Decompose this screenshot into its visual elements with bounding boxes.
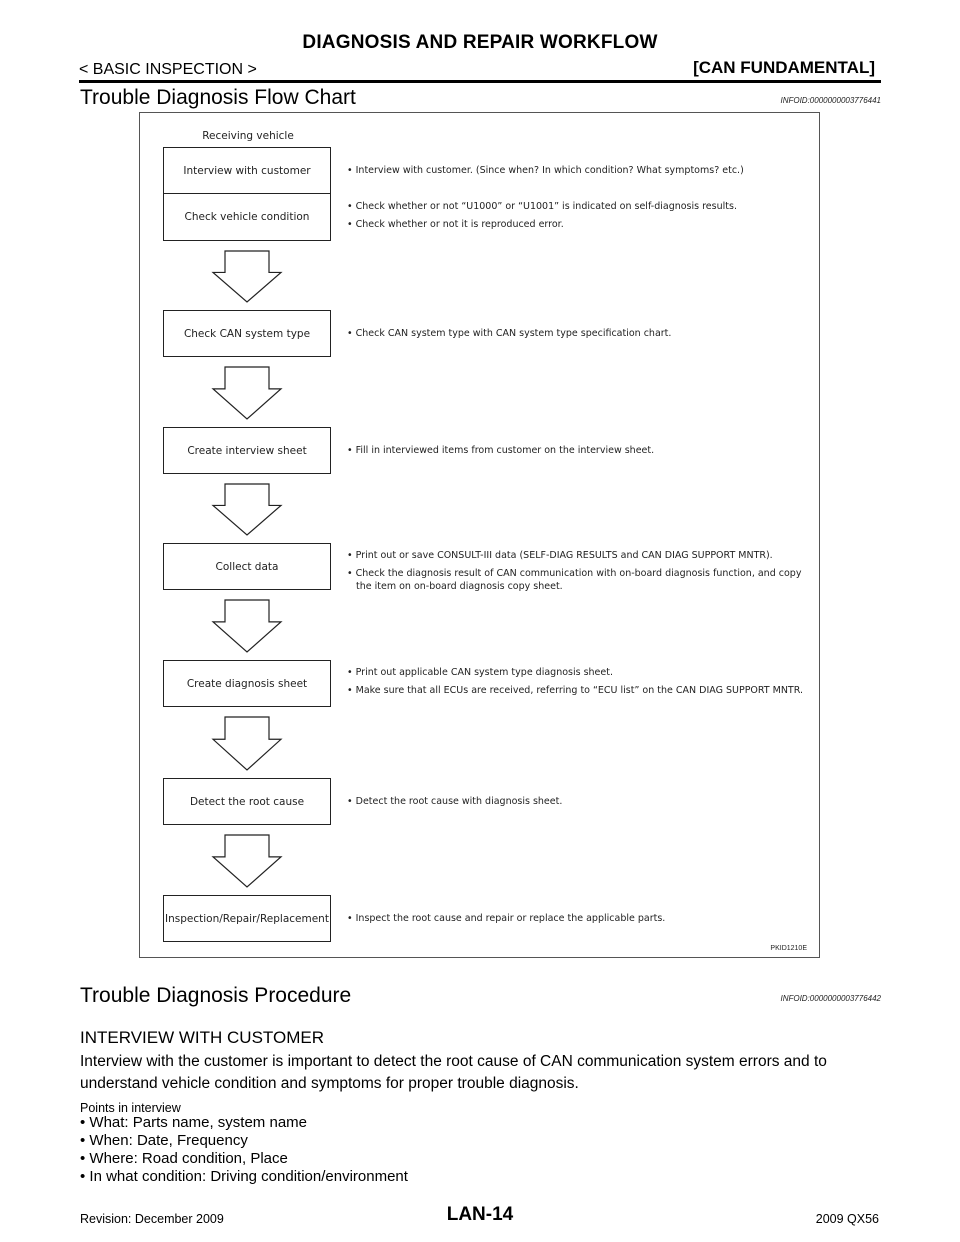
flow-arrow xyxy=(213,717,281,770)
subheading-interview: INTERVIEW WITH CUSTOMER xyxy=(80,1028,324,1047)
flow-step-box: Check vehicle condition xyxy=(163,194,331,241)
flow-step-box: Interview with customer xyxy=(163,147,331,194)
flow-step-note: • Print out applicable CAN system type diagnosis sheet. xyxy=(347,667,613,678)
list-item: • In what condition: Driving condition/environment xyxy=(80,1168,408,1185)
revision-label: Revision: December 2009 xyxy=(80,1212,224,1226)
flow-step-notes xyxy=(347,549,812,598)
flow-step-notes xyxy=(347,200,812,236)
flow-step-box: Detect the root cause xyxy=(163,778,331,825)
flow-step-notes xyxy=(347,444,812,462)
points-label: Points in interview xyxy=(80,1101,181,1115)
flow-step-box: Check CAN system type xyxy=(163,310,331,357)
flow-step-note: • Make sure that all ECUs are received, referring to “ECU list” on the CAN DIAG SUPPORT MNTR. xyxy=(347,685,804,696)
list-item: • What: Parts name, system name xyxy=(80,1114,307,1131)
flow-step-notes xyxy=(347,795,812,813)
flow-step-note: • Fill in interviewed items from customer on the interview sheet. xyxy=(347,445,655,456)
flow-step-notes xyxy=(347,327,812,345)
flow-chart-figure xyxy=(139,112,820,958)
flow-step-note: • Inspect the root cause and repair or replace the applicable parts. xyxy=(347,913,666,924)
category-label: [CAN FUNDAMENTAL] xyxy=(693,58,875,77)
flow-step-notes xyxy=(347,666,812,702)
section-title-flow-chart: Trouble Diagnosis Flow Chart xyxy=(80,86,356,109)
flow-arrow xyxy=(213,600,281,652)
flow-step-box: Collect data xyxy=(163,543,331,590)
flow-step-notes xyxy=(347,164,812,182)
model-label: 2009 QX56 xyxy=(815,1212,879,1226)
flow-step-note: • Interview with customer. (Since when? In which condition? What symptoms? etc.) xyxy=(347,165,744,176)
flow-step-note: • Check CAN system type with CAN system type specification chart. xyxy=(347,328,672,339)
flow-arrow xyxy=(213,251,281,302)
flow-step-box: Create interview sheet xyxy=(163,427,331,474)
breadcrumb: < BASIC INSPECTION > xyxy=(79,61,257,78)
flow-arrow xyxy=(213,835,281,887)
interview-points-list xyxy=(80,1114,408,1186)
interview-paragraph: Interview with the customer is important to detect the root cause of CAN communication system errors and to understand vehicle condition and symptoms for proper trouble diagnosis. xyxy=(80,1053,827,1092)
flow-step-note: • Check whether or not it is reproduced error. xyxy=(347,219,564,230)
flow-step-note: • Check whether or not “U1000” or “U1001” is indicated on self-diagnosis results. xyxy=(347,201,737,212)
flow-step-note: • Check the diagnosis result of CAN communication with on-board diagnosis function, and copy the item on on-board diagnosis copy sheet. xyxy=(347,568,802,592)
flow-arrow xyxy=(213,367,281,419)
list-item: • Where: Road condition, Place xyxy=(80,1150,288,1167)
flow-start-label: Receiving vehicle xyxy=(202,130,294,142)
figure-id: PKID1210E xyxy=(770,945,807,952)
list-item: • When: Date, Frequency xyxy=(80,1132,248,1149)
flow-step-notes xyxy=(347,912,812,930)
flow-step-note: • Detect the root cause with diagnosis sheet. xyxy=(347,796,563,807)
flow-step-note: • Print out or save CONSULT-III data (SELF-DIAG RESULTS and CAN DIAG SUPPORT MNTR). xyxy=(347,550,773,561)
header-divider xyxy=(79,80,881,83)
flow-arrow xyxy=(213,484,281,535)
flow-step-box: Create diagnosis sheet xyxy=(163,660,331,707)
page-header-title: DIAGNOSIS AND REPAIR WORKFLOW xyxy=(302,32,658,53)
info-id-procedure: INFOID:0000000003776442 xyxy=(780,994,881,1003)
flow-step-box: Inspection/Repair/Replacement xyxy=(163,895,331,942)
section-title-procedure: Trouble Diagnosis Procedure xyxy=(80,984,352,1007)
page-number: LAN-14 xyxy=(446,1204,514,1225)
info-id-flow-chart: INFOID:0000000003776441 xyxy=(780,96,881,105)
